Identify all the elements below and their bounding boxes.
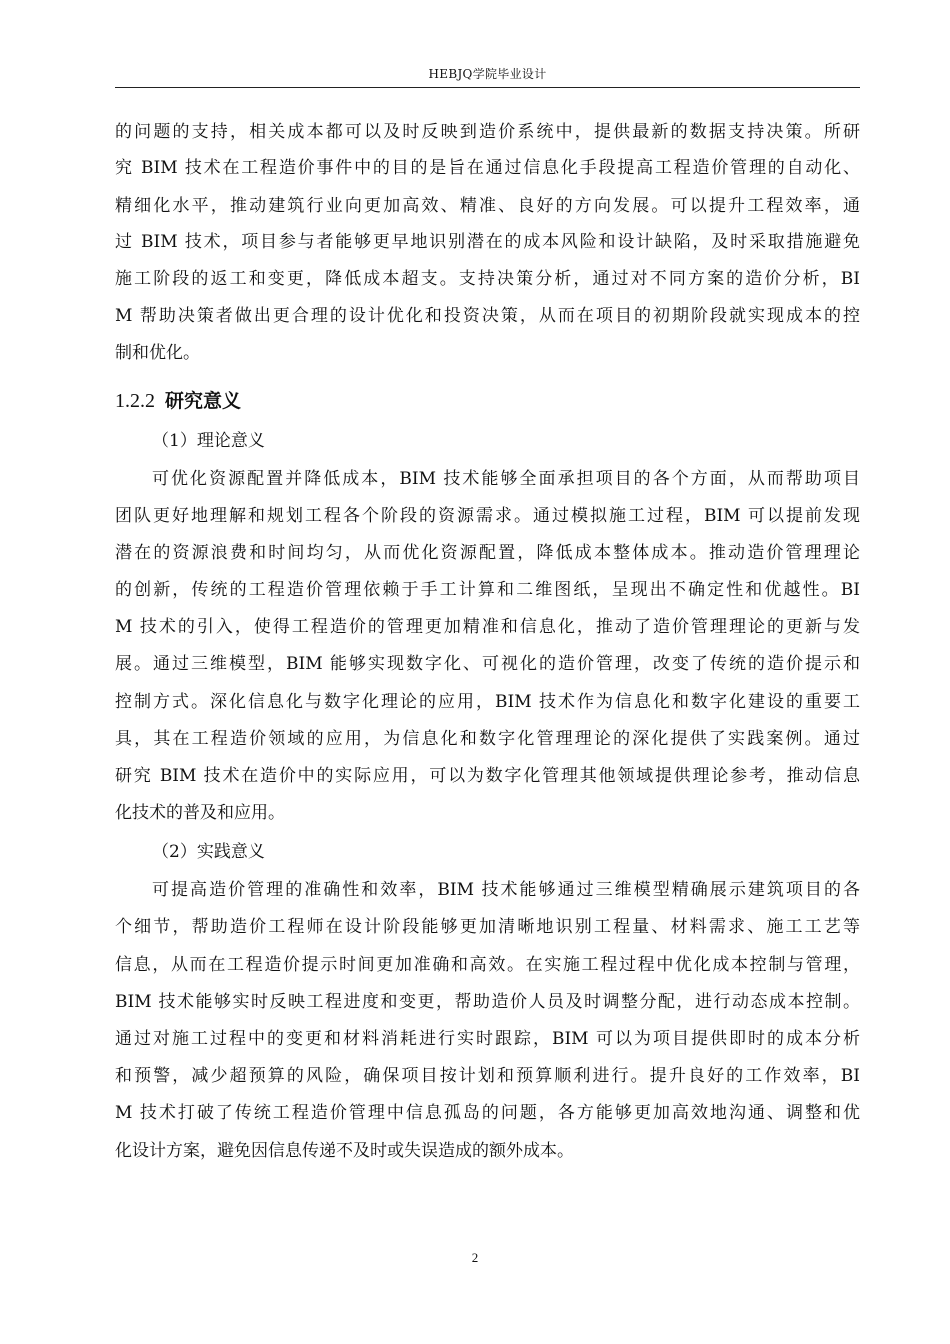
paragraph-line: 和预警，减少超预算的风险，确保项目按计划和预算顺利进行。提升良好的工作效率，BI (115, 1066, 860, 1086)
paragraph-line: 团队更好地理解和规划工程各个阶段的资源需求。通过模拟施工过程，BIM 可以提前发现 (115, 506, 860, 526)
paragraph-line: 的问题的支持，相关成本都可以及时反映到造价系统中，提供最新的数据支持决策。所研 (115, 122, 860, 142)
section-heading (115, 383, 241, 417)
subheading-theory: （1）理论意义 (152, 431, 265, 451)
paragraph-line: 可优化资源配置并降低成本，BIM 技术能够全面承担项目的各个方面，从而帮助项目 (152, 469, 860, 489)
header-title: HEBJQ学院毕业设计 (428, 67, 547, 81)
section-title: 研究意义 (165, 390, 242, 412)
paragraph-line: 施工阶段的返工和变更，降低成本超支。支持决策分析，通过对不同方案的造价分析，BI (115, 269, 860, 289)
paragraph-line: 展。通过三维模型，BIM 能够实现数字化、可视化的造价管理，改变了传统的造价提示和 (115, 654, 860, 674)
paragraph-line: 通过对施工过程中的变更和材料消耗进行实时跟踪，BIM 可以为项目提供即时的成本分析 (115, 1029, 860, 1049)
page-header (115, 60, 860, 88)
paragraph-line: 信息，从而在工程造价提示时间更加准确和高效。在实施工程过程中优化成本控制与管理， (115, 955, 860, 975)
paragraph-line: 过 BIM 技术，项目参与者能够更早地识别潜在的成本风险和设计缺陷，及时采取措施避免 (115, 232, 860, 252)
paragraph-line: 控制方式。深化信息化与数字化理论的应用，BIM 技术作为信息化和数字化建设的重要工 (115, 692, 860, 712)
paragraph-line: 可提高造价管理的准确性和效率，BIM 技术能够通过三维模型精确展示建筑项目的各 (152, 880, 860, 900)
paragraph-line: M 技术的引入，使得工程造价的管理更加精准和信息化，推动了造价管理理论的更新与发 (115, 617, 860, 637)
subheading-practice: （2）实践意义 (152, 842, 265, 862)
paragraph-line: BIM 技术能够实时反映工程进度和变更，帮助造价人员及时调整分配，进行动态成本控制。 (115, 992, 860, 1012)
paragraph-line: 研究 BIM 技术在造价中的实际应用，可以为数字化管理其他领域提供理论参考，推动信息 (115, 766, 860, 786)
paragraph-line: 个细节，帮助造价工程师在设计阶段能够更加清晰地识别工程量、材料需求、施工工艺等 (115, 917, 860, 937)
page-number: 2 (471, 1250, 479, 1265)
paragraph-line: 制和优化。 (115, 343, 200, 363)
paragraph-line: 具，其在工程造价领域的应用，为信息化和数字化管理理论的深化提供了实践案例。通过 (115, 729, 860, 749)
section-number: 1.2.2 (115, 390, 155, 412)
paragraph-line: M 帮助决策者做出更合理的设计优化和投资决策，从而在项目的初期阶段就实现成本的控 (115, 306, 860, 326)
paragraph-line: 潜在的资源浪费和时间均匀，从而优化资源配置，降低成本整体成本。推动造价管理理论 (115, 543, 860, 563)
paragraph-line: 的创新，传统的工程造价管理依赖于手工计算和二维图纸，呈现出不确定性和优越性。BI (115, 580, 860, 600)
paragraph-line: 化技术的普及和应用。 (115, 803, 285, 823)
paragraph-line: 精细化水平，推动建筑行业向更加高效、精准、良好的方向发展。可以提升工程效率，通 (115, 196, 860, 216)
paragraph-line: M 技术打破了传统工程造价管理中信息孤岛的问题，各方能够更加高效地沟通、调整和优 (115, 1103, 860, 1123)
paragraph-line: 化设计方案，避免因信息传递不及时或失误造成的额外成本。 (115, 1141, 574, 1161)
paragraph-line: 究 BIM 技术在工程造价事件中的目的是旨在通过信息化手段提高工程造价管理的自动化、 (115, 158, 860, 178)
